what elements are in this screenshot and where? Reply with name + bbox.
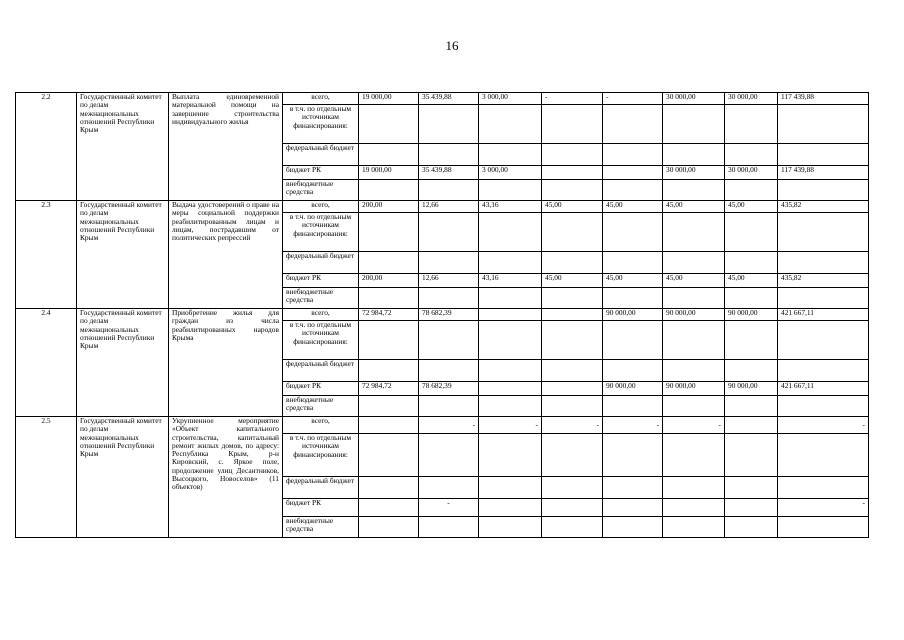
empty-cell [359,517,419,538]
empty-cell [359,477,419,499]
empty-cell [479,288,542,309]
empty-cell [725,105,778,144]
empty-cell [542,477,603,499]
value-total-cell: 421 667,11 [778,309,869,321]
empty-cell [542,360,603,382]
empty-cell [479,517,542,538]
empty-cell [663,288,725,309]
value-cell: 45,00 [663,274,725,288]
empty-cell [419,360,479,382]
measure-description: Выдача удостоверений о праве на меры социальной поддержки реабилитированным лицам и лицам, пострадавшим от политических репрессий [169,201,283,309]
empty-cell [479,396,542,417]
organization-cell: Государственный комитет по делам межнациональных отношений Республики Крым [77,309,169,417]
empty-cell [419,517,479,538]
empty-cell [778,434,869,477]
value-cell [479,309,542,321]
value-cell [603,166,663,180]
value-total-cell: 421 667,11 [778,382,869,396]
empty-cell [359,105,419,144]
value-cell: 78 682,39 [419,309,479,321]
empty-cell [663,252,725,274]
value-cell: 3 000,00 [479,93,542,105]
value-cell [479,382,542,396]
value-cell: 45,00 [725,274,778,288]
funding-source-total: всего, [283,201,359,213]
value-cell: 30 000,00 [663,166,725,180]
empty-cell [725,517,778,538]
value-cell [725,417,778,434]
empty-cell [359,396,419,417]
budget-table-body [16,93,869,538]
empty-cell [603,321,663,360]
empty-cell [725,477,778,499]
empty-cell [663,477,725,499]
empty-cell [663,180,725,201]
empty-cell [542,434,603,477]
value-cell: 90 000,00 [725,309,778,321]
empty-cell [778,252,869,274]
value-cell: 45,00 [725,201,778,213]
empty-cell [419,288,479,309]
value-cell: 30 000,00 [725,93,778,105]
empty-cell [603,288,663,309]
value-cell: 78 682,39 [419,382,479,396]
table-row [16,309,869,321]
empty-cell [663,396,725,417]
empty-cell [419,180,479,201]
empty-cell [419,321,479,360]
empty-cell [359,144,419,166]
empty-cell [419,396,479,417]
empty-cell [725,434,778,477]
empty-cell [359,360,419,382]
value-cell: 19 000,00 [359,93,419,105]
value-cell: 200,00 [359,274,419,288]
value-cell: 43,16 [479,274,542,288]
empty-cell [603,396,663,417]
empty-cell [725,252,778,274]
value-cell: 72 984,72 [359,382,419,396]
value-cell: 30 000,00 [725,166,778,180]
value-cell: 30 000,00 [663,93,725,105]
value-cell: 200,00 [359,201,419,213]
value-total-cell: 117 439,88 [778,166,869,180]
empty-cell [778,105,869,144]
empty-cell [725,288,778,309]
empty-cell [542,213,603,252]
row-number: 2.4 [16,309,77,417]
empty-cell [479,252,542,274]
value-cell: 45,00 [663,201,725,213]
organization-cell: Государственный комитет по делам межнациональных отношений Республики Крым [77,417,169,538]
empty-cell [603,180,663,201]
empty-cell [603,360,663,382]
empty-cell [778,321,869,360]
value-cell: - [542,93,603,105]
empty-cell [725,213,778,252]
empty-cell [663,360,725,382]
table-row [16,93,869,105]
value-cell: 45,00 [603,274,663,288]
value-cell: 35 439,88 [419,93,479,105]
funding-source-total: всего, [283,417,359,434]
value-cell [479,499,542,517]
empty-cell [479,477,542,499]
measure-description: Укрупненное мероприятие «Объект капитального строительства, капитальный ремонт жилых домов, по адресу: Республика Крым, р-н Кировский, с. Яркое поле, продолжение улиц Десантников, Высоцкого, Новоселов» (11 объектов) [169,417,283,538]
empty-cell [725,360,778,382]
row-number: 2.2 [16,93,77,201]
empty-cell [725,144,778,166]
empty-cell [359,252,419,274]
value-cell [542,309,603,321]
value-cell: 72 984,72 [359,309,419,321]
value-cell: 90 000,00 [603,309,663,321]
empty-cell [479,434,542,477]
value-cell: 45,00 [542,274,603,288]
value-cell [603,499,663,517]
empty-cell [479,144,542,166]
empty-cell [663,321,725,360]
value-cell [663,499,725,517]
funding-source-rk: бюджет РК [283,382,359,396]
empty-cell [359,288,419,309]
empty-cell [419,213,479,252]
empty-cell [603,477,663,499]
funding-source-extra: внебюджетные средства [283,396,359,417]
empty-cell [778,477,869,499]
value-total-cell: - [778,417,869,434]
value-cell: 45,00 [542,201,603,213]
empty-cell [663,517,725,538]
value-cell: - [419,499,479,517]
empty-cell [419,144,479,166]
empty-cell [419,477,479,499]
empty-cell [603,105,663,144]
value-cell: - [663,417,725,434]
empty-cell [542,105,603,144]
value-cell [542,382,603,396]
value-cell: - [603,417,663,434]
row-number: 2.5 [16,417,77,538]
funding-source-extra: внебюджетные средства [283,517,359,538]
value-cell: - [603,93,663,105]
value-cell [542,166,603,180]
organization-cell: Государственный комитет по делам межнациональных отношений Республики Крым [77,93,169,201]
empty-cell [603,517,663,538]
funding-source-total: всего, [283,93,359,105]
measure-description: Приобретение жилья для граждан из числа реабилитированных народов Крыма [169,309,283,417]
funding-source-extra: внебюджетные средства [283,288,359,309]
value-total-cell: 435,82 [778,201,869,213]
value-cell: - [542,417,603,434]
empty-cell [542,288,603,309]
empty-cell [359,213,419,252]
value-total-cell: - [778,499,869,517]
funding-source-federal: федеральный бюджет [283,144,359,166]
empty-cell [479,105,542,144]
empty-cell [778,396,869,417]
value-cell: 12,66 [419,201,479,213]
empty-cell [419,434,479,477]
funding-source-including: в т.ч. по отдельным источникам финансирования: [283,321,359,360]
value-cell: 43,16 [479,201,542,213]
value-cell: 90 000,00 [725,382,778,396]
empty-cell [542,180,603,201]
funding-source-including: в т.ч. по отдельным источникам финансирования: [283,213,359,252]
table-row [16,201,869,213]
value-cell: - [479,417,542,434]
empty-cell [359,321,419,360]
empty-cell [479,213,542,252]
value-cell: 90 000,00 [663,382,725,396]
value-cell: 90 000,00 [663,309,725,321]
budget-table [15,92,869,538]
table-row [16,417,869,434]
value-cell: 45,00 [603,201,663,213]
empty-cell [419,252,479,274]
empty-cell [603,252,663,274]
empty-cell [479,180,542,201]
funding-source-rk: бюджет РК [283,499,359,517]
funding-source-extra: внебюджетные средства [283,180,359,201]
value-cell: 12,66 [419,274,479,288]
empty-cell [419,105,479,144]
value-cell: 35 439,88 [419,166,479,180]
empty-cell [778,360,869,382]
value-cell [542,499,603,517]
value-total-cell: 117 439,88 [778,93,869,105]
empty-cell [479,360,542,382]
empty-cell [542,144,603,166]
empty-cell [778,517,869,538]
page-number: 16 [445,38,459,53]
empty-cell [778,213,869,252]
funding-source-federal: федеральный бюджет [283,360,359,382]
value-cell [359,417,419,434]
measure-description: Выплата единовременной материальной помощи на завершение строительства индивидуального жилья [169,93,283,201]
empty-cell [359,434,419,477]
value-cell: - [419,417,479,434]
empty-cell [542,321,603,360]
value-cell [725,499,778,517]
funding-source-federal: федеральный бюджет [283,252,359,274]
empty-cell [663,105,725,144]
empty-cell [778,144,869,166]
empty-cell [603,434,663,477]
value-total-cell: 435,82 [778,274,869,288]
organization-cell: Государственный комитет по делам межнациональных отношений Республики Крым [77,201,169,309]
funding-source-rk: бюджет РК [283,166,359,180]
value-cell: 19 000,00 [359,166,419,180]
value-cell: 90 000,00 [603,382,663,396]
empty-cell [778,180,869,201]
empty-cell [663,213,725,252]
funding-source-including: в т.ч. по отдельным источникам финансирования: [283,434,359,477]
empty-cell [479,321,542,360]
empty-cell [725,396,778,417]
empty-cell [725,180,778,201]
empty-cell [663,144,725,166]
empty-cell [542,396,603,417]
value-cell [359,499,419,517]
row-number: 2.3 [16,201,77,309]
empty-cell [778,288,869,309]
empty-cell [663,434,725,477]
funding-source-total: всего, [283,309,359,321]
empty-cell [359,180,419,201]
empty-cell [603,213,663,252]
empty-cell [542,252,603,274]
empty-cell [725,321,778,360]
value-cell: 3 000,00 [479,166,542,180]
empty-cell [542,517,603,538]
funding-source-rk: бюджет РК [283,274,359,288]
funding-source-federal: федеральный бюджет [283,477,359,499]
funding-source-including: в т.ч. по отдельным источникам финансирования: [283,105,359,144]
empty-cell [603,144,663,166]
